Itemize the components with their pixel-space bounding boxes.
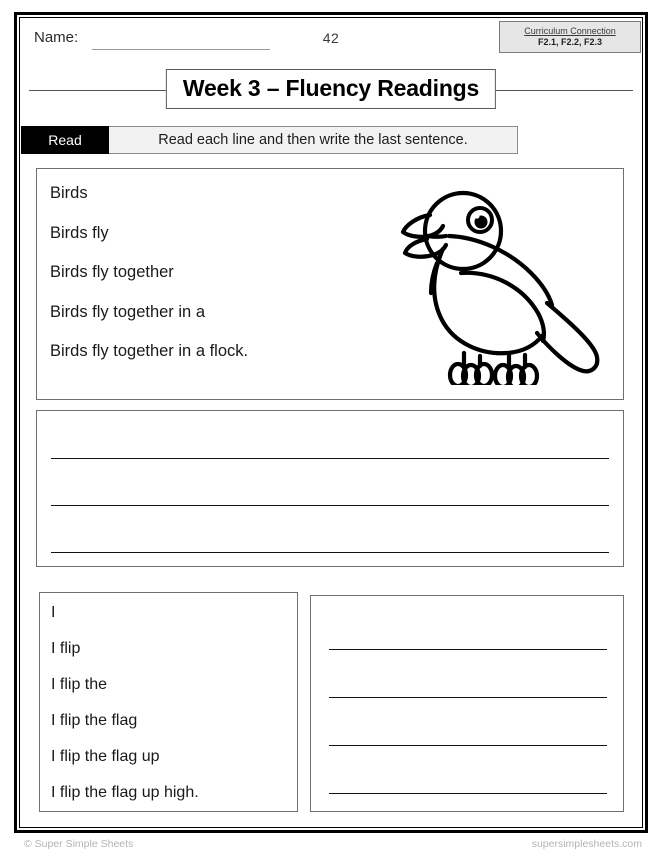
page-title: Week 3 – Fluency Readings	[182, 75, 480, 101]
title-band	[21, 69, 641, 111]
name-label: Name:	[34, 29, 79, 46]
curriculum-connection-box	[499, 21, 641, 53]
instruction-tag-read: Read	[21, 126, 109, 154]
reading-line: I flip the flag up	[51, 748, 160, 765]
worksheet-header	[21, 19, 641, 59]
reading-line: Birds fly together	[50, 263, 174, 281]
writing-line[interactable]	[329, 697, 607, 698]
curriculum-connection-title: Curriculum Connection	[524, 25, 616, 36]
reading-line: I flip	[51, 640, 81, 657]
reading-passage-two	[39, 592, 298, 812]
reading-line: Birds fly together in a flock.	[50, 342, 249, 360]
reading-line: I	[51, 604, 56, 621]
reading-line: Birds fly together in a	[50, 302, 205, 321]
writing-line[interactable]	[329, 793, 607, 794]
page-footer	[14, 838, 648, 854]
writing-line[interactable]	[329, 745, 607, 746]
footer-website: supersimplesheets.com	[531, 838, 642, 850]
answer-box-two[interactable]	[310, 595, 624, 812]
writing-line[interactable]	[51, 552, 609, 553]
passage-one-line-list	[50, 185, 380, 360]
footer-copyright: © Super Simple Sheets	[24, 838, 134, 850]
reading-line: Birds fly	[50, 223, 109, 242]
page-number: 42	[322, 30, 340, 46]
page-title-box	[166, 69, 496, 109]
name-input-line[interactable]	[92, 49, 270, 50]
writing-line[interactable]	[329, 649, 607, 650]
answer-box-one[interactable]	[36, 410, 624, 567]
reading-line: I flip the flag	[51, 712, 138, 729]
writing-line[interactable]	[51, 458, 609, 459]
instruction-text: Read each line and then write the last sentence.	[109, 126, 518, 154]
curriculum-connection-codes: F2.1, F2.2, F2.3	[537, 37, 603, 47]
passage-two-line-list	[51, 605, 289, 801]
bird-illustration	[397, 185, 612, 385]
reading-line: Birds	[50, 184, 88, 202]
reading-passage-one	[36, 168, 624, 400]
reading-line: I flip the	[51, 676, 108, 693]
reading-line: I flip the flag up high.	[51, 784, 199, 801]
instruction-banner	[21, 126, 518, 154]
writing-line[interactable]	[51, 505, 609, 506]
